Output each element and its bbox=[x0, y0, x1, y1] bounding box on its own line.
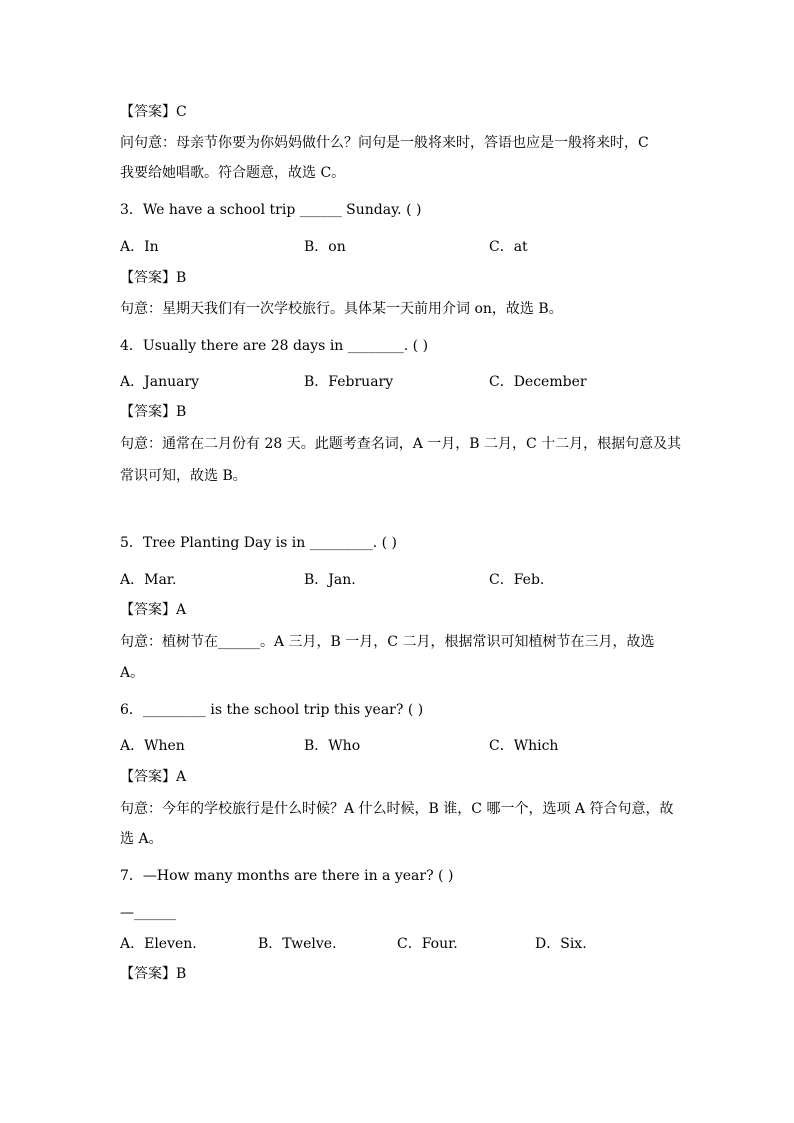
q7-option-c: C．Four. bbox=[397, 936, 458, 952]
question-3: 3．We have a school trip ______ Sunday. ( ) bbox=[120, 202, 422, 218]
q3-option-b: B．on bbox=[304, 239, 346, 255]
q4-option-b: B．February bbox=[304, 374, 394, 390]
answer-label-q6: 【答案】A bbox=[120, 769, 187, 785]
answer-label-q5: 【答案】A bbox=[120, 602, 187, 618]
q4-option-a: A．January bbox=[120, 374, 200, 390]
q6-option-c: C．Which bbox=[489, 738, 559, 754]
q5-option-a: A．Mar. bbox=[120, 572, 177, 588]
explanation-q5-line2: A。 bbox=[120, 665, 145, 681]
explanation-q2-line2: 我要给她唱歌。符合题意，故选 C。 bbox=[120, 165, 346, 181]
q3-option-c: C．at bbox=[489, 239, 528, 255]
q6-option-a: A．When bbox=[120, 738, 185, 754]
question-7: 7．—How many months are there in a year? ( ) bbox=[120, 868, 454, 884]
q7-reply-blank: —______ bbox=[120, 905, 176, 921]
explanation-q4-line2: 常识可知，故选 B。 bbox=[120, 468, 247, 484]
explanation-q6-line2: 选 A。 bbox=[120, 831, 163, 847]
question-4: 4．Usually there are 28 days in ________. ( ) bbox=[120, 338, 429, 354]
question-6: 6．_________ is the school trip this year? ( ) bbox=[120, 702, 424, 718]
answer-label-q2: 【答案】C bbox=[120, 104, 187, 120]
explanation-q5-line1: 句意：植树节在______。A 三月，B 一月，C 二月，根据常识可知植树节在三月，故选 bbox=[120, 634, 655, 650]
explanation-q6-line1: 句意：今年的学校旅行是什么时候？A 什么时候，B 谁，C 哪一个，选项 A 符合句意，故 bbox=[120, 801, 674, 817]
explanation-q2-line1: 问句意：母亲节你要为你妈妈做什么？问句是一般将来时，答语也应是一般将来时，C bbox=[120, 135, 649, 151]
q6-option-b: B．Who bbox=[304, 738, 361, 754]
q3-option-a: A．In bbox=[120, 239, 159, 255]
q5-option-c: C．Feb. bbox=[489, 572, 545, 588]
answer-label-q4: 【答案】B bbox=[120, 404, 187, 420]
q7-option-b: B．Twelve. bbox=[258, 936, 337, 952]
q7-option-d: D．Six. bbox=[535, 936, 587, 952]
explanation-q4-line1: 句意：通常在二月份有 28 天。此题考查名词，A 一月，B 二月，C 十二月，根据句意及其 bbox=[120, 436, 682, 452]
q4-option-c: C．December bbox=[489, 374, 587, 390]
q5-option-b: B．Jan. bbox=[304, 572, 356, 588]
explanation-q3-line1: 句意：星期天我们有一次学校旅行。具体某一天前用介词 on，故选 B。 bbox=[120, 301, 563, 317]
answer-label-q7: 【答案】B bbox=[120, 966, 187, 982]
q7-option-a: A．Eleven. bbox=[120, 936, 197, 952]
answer-label-q3: 【答案】B bbox=[120, 270, 187, 286]
question-5: 5．Tree Planting Day is in _________. ( ) bbox=[120, 535, 398, 551]
